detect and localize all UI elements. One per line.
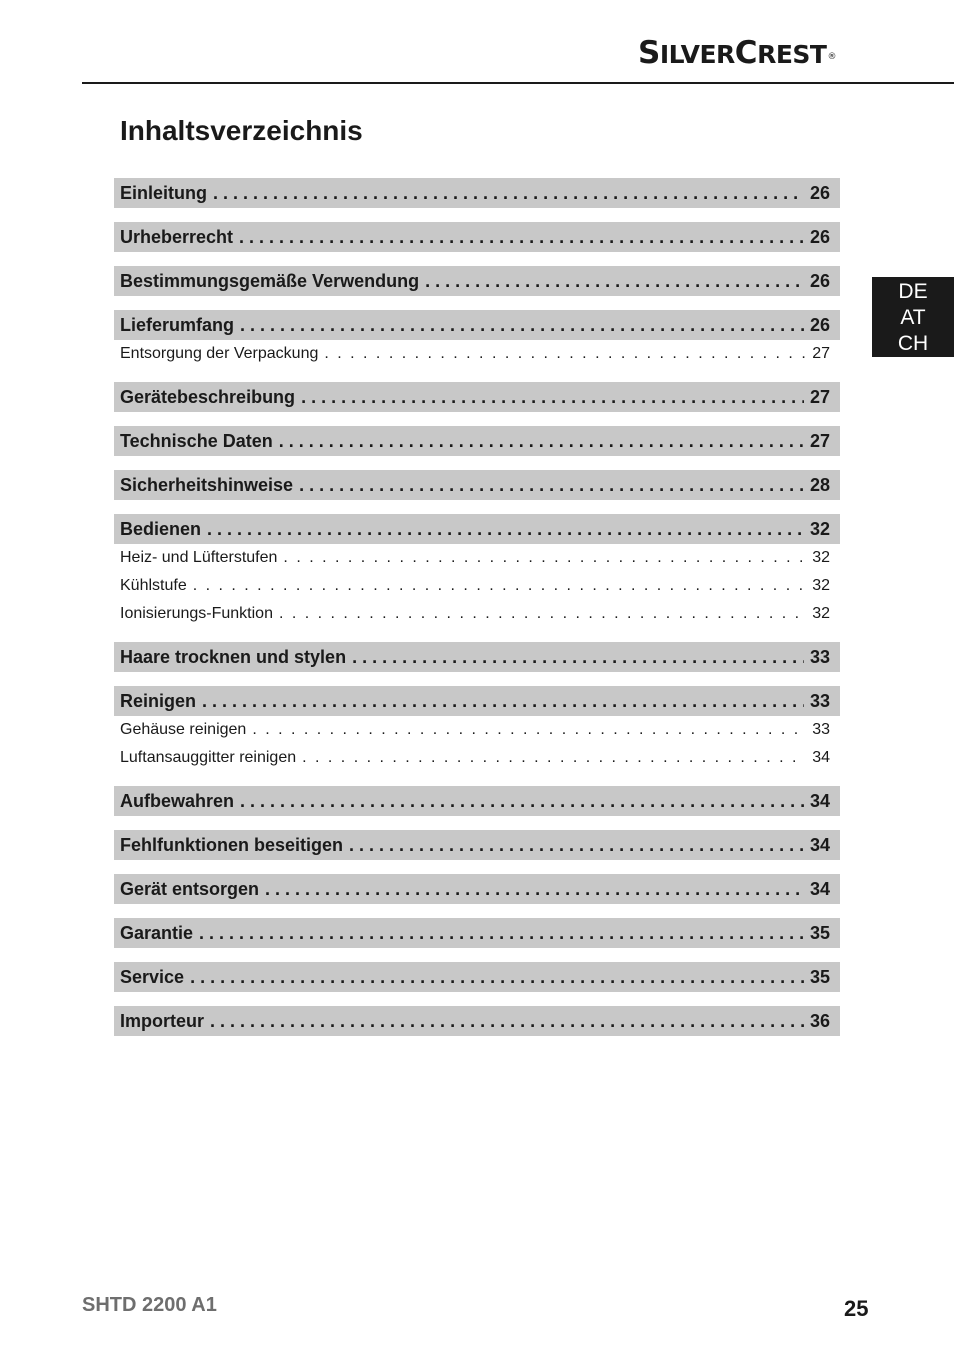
toc-entry-page: 26	[809, 226, 830, 247]
language-code: DE	[898, 280, 928, 303]
toc-section	[114, 830, 840, 860]
toc-subentry-label: Entsorgung der Verpackung	[120, 345, 319, 362]
toc-subentry[interactable]	[114, 340, 840, 368]
toc-leader-dots	[240, 315, 804, 336]
toc-section	[114, 1006, 840, 1036]
toc-entry[interactable]	[114, 642, 840, 672]
toc-leader-dots	[210, 1011, 804, 1032]
toc-entry-page: 35	[809, 922, 830, 943]
toc-subentry-label: Ionisierungs-Funktion	[120, 605, 273, 622]
toc-entry-label: Garantie	[120, 922, 194, 943]
page-title: Inhaltsverzeichnis	[120, 115, 363, 146]
toc-leader-dots	[190, 967, 804, 988]
toc-entry[interactable]	[114, 874, 840, 904]
toc-leader-dots	[239, 227, 804, 248]
toc-leader-dots	[283, 549, 806, 567]
toc-section	[114, 470, 840, 500]
toc-leader-dots	[324, 345, 806, 363]
toc-section	[114, 178, 840, 208]
toc-entry-label: Service	[120, 966, 185, 987]
toc-leader-dots	[207, 519, 804, 540]
toc-subentry[interactable]	[114, 544, 840, 572]
toc-leader-dots	[425, 271, 804, 292]
toc-entry-label: Technische Daten	[120, 430, 273, 451]
toc-section	[114, 382, 840, 412]
toc-entry[interactable]	[114, 382, 840, 412]
toc-entry[interactable]	[114, 222, 840, 252]
toc-section	[114, 310, 840, 368]
toc-leader-dots	[193, 577, 806, 595]
toc-subentry[interactable]	[114, 716, 840, 744]
toc-entry-label: Importeur	[120, 1010, 205, 1031]
toc-entry-label: Gerät entsorgen	[120, 878, 260, 899]
toc-subentry-page: 33	[812, 721, 830, 738]
toc-section	[114, 642, 840, 672]
page-number: 25	[844, 1296, 869, 1321]
toc-entry-label: Fehlfunktionen beseitigen	[120, 834, 344, 855]
toc-entry[interactable]	[114, 786, 840, 816]
toc-entry-page: 26	[809, 270, 830, 291]
toc-subentry[interactable]	[114, 600, 840, 628]
toc-entry[interactable]	[114, 1006, 840, 1036]
toc-entry[interactable]	[114, 514, 840, 544]
toc-subentry-page: 32	[812, 577, 830, 594]
toc-entry-page: 32	[809, 518, 830, 539]
toc-leader-dots	[240, 791, 804, 812]
toc-section	[114, 918, 840, 948]
toc-entry[interactable]	[114, 426, 840, 456]
toc-subentry-page: 32	[812, 605, 830, 622]
toc-entry-label: Bestimmungsgemäße Verwendung	[120, 270, 420, 291]
toc-entry-page: 27	[809, 386, 830, 407]
toc-subentry-label: Heiz- und Lüfterstufen	[120, 549, 278, 566]
language-code: AT	[900, 306, 926, 329]
toc-subentry[interactable]	[114, 572, 840, 600]
toc-leader-dots	[202, 691, 804, 712]
toc-subentry-label: Luftansauggitter reinigen	[120, 749, 297, 766]
toc-leader-dots	[301, 387, 804, 408]
toc-subentry[interactable]	[114, 744, 840, 772]
brand-logo: SILVERCREST®	[638, 35, 836, 71]
toc-subentry-page: 32	[812, 549, 830, 566]
toc-entry-label: Bedienen	[120, 518, 202, 539]
toc-entry-label: Haare trocknen und stylen	[120, 646, 347, 667]
toc-leader-dots	[352, 647, 804, 668]
toc-leader-dots	[252, 721, 806, 739]
toc-entry[interactable]	[114, 830, 840, 860]
toc-subentry-label: Gehäuse reinigen	[120, 721, 247, 738]
toc-entry[interactable]	[114, 686, 840, 716]
toc-leader-dots	[279, 605, 806, 623]
toc-leader-dots	[302, 749, 806, 767]
language-tab	[872, 277, 954, 357]
toc-entry-page: 35	[809, 966, 830, 987]
toc-entry-page: 36	[809, 1010, 830, 1031]
model-number: SHTD 2200 A1	[82, 1294, 217, 1316]
toc-section	[114, 786, 840, 816]
toc-entry-page: 33	[809, 646, 830, 667]
toc-entry[interactable]	[114, 962, 840, 992]
toc-subentry-page: 27	[812, 345, 830, 362]
toc-leader-dots	[265, 879, 804, 900]
toc-section	[114, 426, 840, 456]
toc-entry-page: 34	[809, 834, 830, 855]
toc-section	[114, 874, 840, 904]
toc-entry-page: 26	[809, 182, 830, 203]
toc-section	[114, 266, 840, 296]
toc-entry-page: 34	[809, 790, 830, 811]
toc-entry-label: Gerätebeschreibung	[120, 386, 296, 407]
toc-subentry-page: 34	[812, 749, 830, 766]
toc-section	[114, 962, 840, 992]
toc-leader-dots	[213, 183, 804, 204]
toc-entry-label: Sicherheitshinweise	[120, 474, 294, 495]
toc-entry-page: 34	[809, 878, 830, 899]
language-code: CH	[897, 332, 929, 355]
toc-entry-label: Urheberrecht	[120, 226, 234, 247]
toc-entry-label: Aufbewahren	[120, 790, 235, 811]
toc-entry-label: Einleitung	[120, 182, 207, 203]
table-of-contents	[114, 178, 840, 1050]
toc-leader-dots	[199, 923, 804, 944]
toc-entry[interactable]	[114, 266, 840, 296]
toc-entry[interactable]	[114, 310, 840, 340]
toc-entry[interactable]	[114, 918, 840, 948]
toc-leader-dots	[299, 475, 804, 496]
toc-entry-label: Reinigen	[120, 690, 197, 711]
toc-entry-page: 26	[809, 314, 830, 335]
toc-section	[114, 222, 840, 252]
toc-leader-dots	[349, 835, 804, 856]
toc-subentry-label: Kühlstufe	[120, 577, 187, 594]
toc-section	[114, 686, 840, 772]
toc-leader-dots	[279, 431, 804, 452]
toc-section	[114, 514, 840, 628]
toc-entry-page: 33	[809, 690, 830, 711]
header-rule	[82, 82, 954, 84]
toc-entry-page: 28	[809, 474, 830, 495]
toc-entry-label: Lieferumfang	[120, 314, 235, 335]
toc-entry-page: 27	[809, 430, 830, 451]
toc-entry[interactable]	[114, 178, 840, 208]
toc-entry[interactable]	[114, 470, 840, 500]
